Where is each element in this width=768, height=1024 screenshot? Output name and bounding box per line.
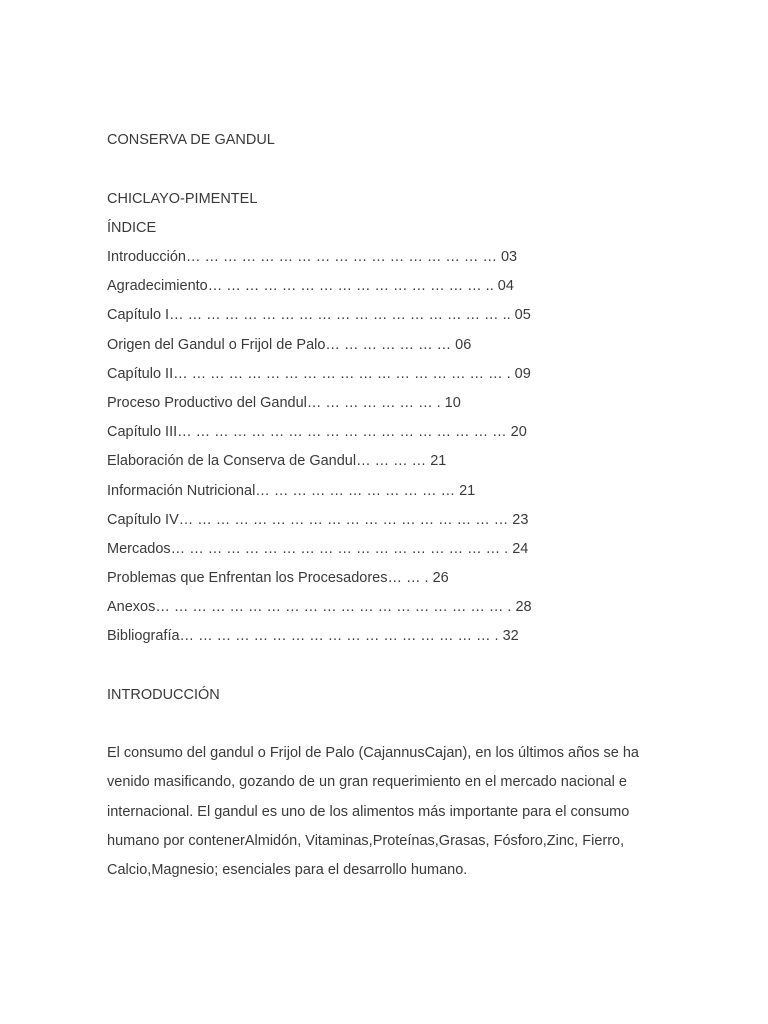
table-of-contents bbox=[107, 248, 532, 657]
toc-entry: Capítulo IV… … … … … … … … … … … … … … … … … … 23 bbox=[107, 511, 529, 528]
section-heading: INTRODUCCIÓN bbox=[107, 687, 220, 703]
toc-entry: Información Nutricional… … … … … … … … … … … 21 bbox=[107, 482, 476, 499]
toc-entry: Capítulo III… … … … … … … … … … … … … … … … … … 20 bbox=[107, 424, 527, 441]
document-subtitle: CHICLAYO-PIMENTEL bbox=[107, 191, 258, 207]
toc-entry: Anexos… … … … … … … … … … … … … … … … … … … . 28 bbox=[107, 599, 532, 616]
toc-entry: Capítulo I… … … … … … … … … … … … … … … … … … .. 05 bbox=[107, 307, 531, 324]
toc-entry: Proceso Productivo del Gandul… … … … … … … . 10 bbox=[107, 394, 461, 411]
toc-entry: Problemas que Enfrentan los Procesadores… … . 26 bbox=[107, 570, 449, 587]
toc-entry: Agradecimiento… … … … … … … … … … … … … … … .. 04 bbox=[107, 278, 514, 295]
toc-entry: Origen del Gandul o Frijol de Palo… … … … … … … 06 bbox=[107, 336, 472, 353]
intro-paragraph: El consumo del gandul o Frijol de Palo (CajannusCajan), en los últimos años se ha venido masificando, gozando de un gran requerimiento en el mercado nacional e internacional. El gandul es uno de los alimentos más importante para el consumo humano por contenerAlmidón, Vitaminas,Proteínas,Grasas, Fósforo,Zinc, Fierro, Calcio,Magnesio; esenciales para el desarrollo humano. bbox=[107, 745, 639, 879]
document-title: CONSERVA DE GANDUL bbox=[107, 132, 275, 148]
toc-heading: ÍNDICE bbox=[107, 220, 157, 236]
toc-entry: Capítulo II… … … … … … … … … … … … … … … … … … . 09 bbox=[107, 365, 531, 382]
toc-entry: Mercados… … … … … … … … … … … … … … … … … … . 24 bbox=[107, 540, 529, 557]
toc-entry: Introducción… … … … … … … … … … … … … … … … … 03 bbox=[107, 249, 518, 265]
toc-entry: Elaboración de la Conserva de Gandul… … … … 21 bbox=[107, 453, 447, 470]
toc-entry: Bibliografía… … … … … … … … … … … … … … … … … . 32 bbox=[107, 628, 519, 645]
